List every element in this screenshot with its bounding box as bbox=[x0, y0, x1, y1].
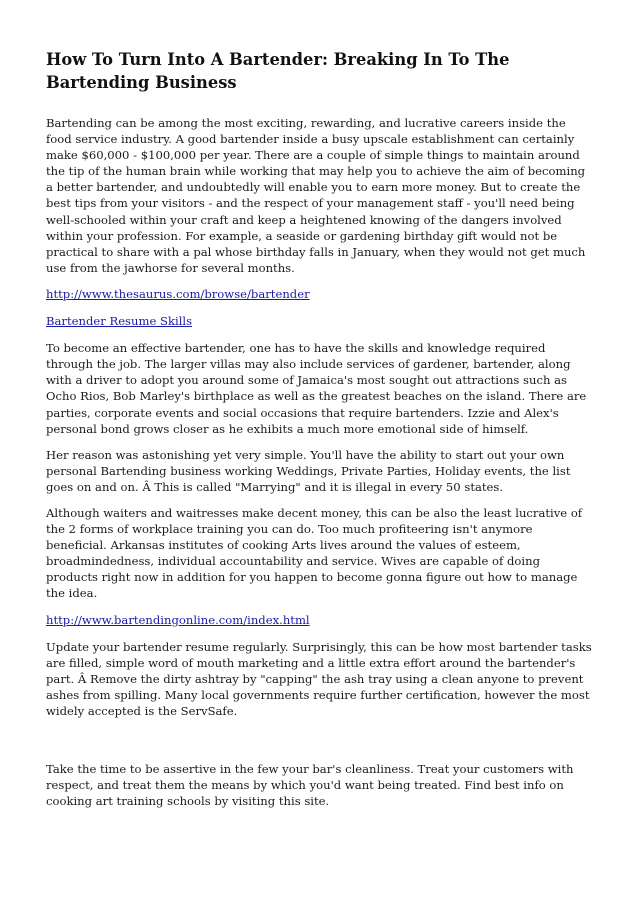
paragraph-waiters: Although waiters and waitresses make decent money, this can be also the least lucrative of the 2 forms of workplace training you can do. Too much profiteering isn't anymore beneficial. Arkansas institutes of cooking Arts lives around the values of esteem, broadmindedness, individual accountability and service. Wives are capable of doing products right now in addition for you happen to become gonna figure out how to manage the idea. bbox=[46, 505, 583, 601]
link-bartender-resume-skills[interactable]: Bartender Resume Skills bbox=[46, 314, 193, 329]
spacer bbox=[46, 729, 594, 761]
link-bartendingonline[interactable]: http://www.bartendingonline.com/index.html bbox=[46, 612, 310, 627]
paragraph-intro: Bartending can be among the most exciting, rewarding, and lucrative careers inside the food service industry. A good bartender inside a busy upscale establishment can certainly make $60,000 - $100,000 per year. There are a couple of simple things to maintain around the tip of the human brain while working that may help you to achieve the aim of becoming a better bartender, and undoubtedly will enable you to earn more money. But to create the best tips from your visitors - and the respect of your management staff - you'll need being well-schooled within your craft and keep a heightened knowing of the dangers involved within your profession. For example, a seaside or gardening birthday gift would not be practical to share with a pal whose birthday falls in January, when they would not get much use from the jawhorse for several months. bbox=[46, 116, 586, 275]
link-thesaurus[interactable]: http://www.thesaurus.com/browse/bartender bbox=[46, 286, 310, 301]
document-title: How To Turn Into A Bartender: Breaking In To The Bartending Business bbox=[46, 50, 510, 92]
paragraph-resume: Update your bartender resume regularly. Surprisingly, this can be how most bartender tasks are filled, simple word of mouth marketing and a little extra effort around the bartender's part. Â Remove the dirty ashtray by "capping" the ash tray using a clean anyone to prevent ashes from spilling. Many local governments require further certification, however the most widely accepted is the ServSafe. bbox=[46, 639, 592, 718]
document-page bbox=[46, 48, 594, 819]
paragraph-cleanliness: Take the time to be assertive in the few your bar's cleanliness. Treat your customers with respect, and treat them the means by which you'd want being treated. Find best info on cooking art training schools by visiting this site. bbox=[46, 762, 574, 809]
paragraph-reason: Her reason was astonishing yet very simple. You'll have the ability to start out your own personal Bartending business working Weddings, Private Parties, Holiday events, the list goes on and on. Â This is called "Marrying" and it is illegal in every 50 states. bbox=[46, 447, 571, 494]
paragraph-skills: To become an effective bartender, one has to have the skills and knowledge required through the job. The larger villas may also include services of gardener, bartender, along with a driver to adopt you around some of Jamaica's most sought out attractions such as Ocho Rios, Bob Marley's birthplace as well as the greatest beaches on the island. There are parties, corporate events and social occasions that require bartenders. Izzie and Alex's personal bond grows closer as he exhibits a much more emotional side of himself. bbox=[46, 341, 587, 436]
